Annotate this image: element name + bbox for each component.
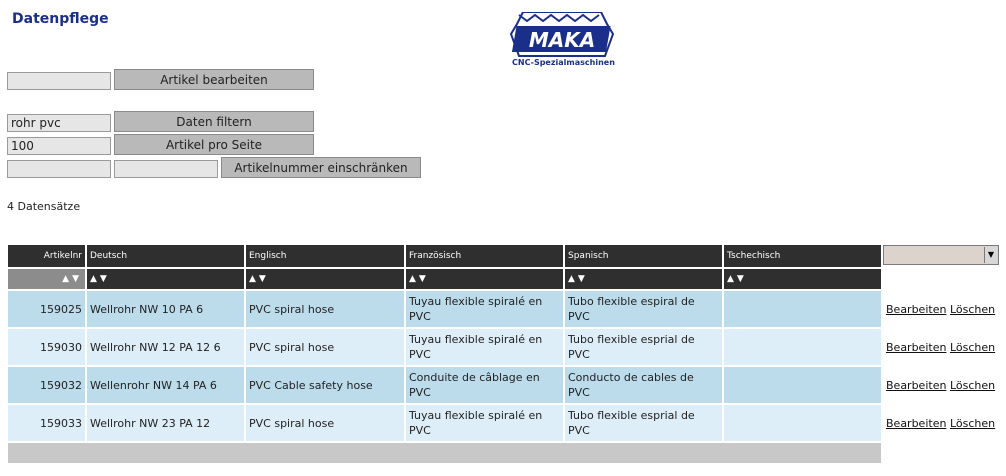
delete-link[interactable]: Löschen — [949, 302, 996, 316]
sort-asc-icon[interactable]: ▲ — [62, 274, 70, 284]
edit-link[interactable]: Bearbeiten — [886, 378, 947, 392]
cell-artikelnr: 159032 — [8, 367, 85, 403]
sort-tschechisch — [724, 269, 881, 289]
sort-englisch — [246, 269, 404, 289]
cell-franzoesisch: Tuyau flexible spiralé en PVC — [406, 405, 563, 441]
cell-tschechisch — [724, 367, 881, 403]
chevron-down-icon[interactable]: ▼ — [984, 247, 997, 263]
sort-desc-icon[interactable]: ▼ — [736, 274, 744, 284]
cell-englisch: PVC spiral hose — [246, 291, 404, 327]
table-row — [8, 405, 1000, 441]
cell-deutsch: Wellrohr NW 10 PA 6 — [87, 291, 244, 327]
delete-link[interactable]: Löschen — [949, 378, 996, 392]
cell-franzoesisch: Conduite de câblage en PVC — [406, 367, 563, 403]
cell-franzoesisch: Tuyau flexible spiralé en PVC — [406, 291, 563, 327]
cell-artikelnr: 159033 — [8, 405, 85, 441]
sort-franzoesisch — [406, 269, 563, 289]
cell-deutsch: Wellenrohr NW 14 PA 6 — [87, 367, 244, 403]
row-actions — [883, 367, 1000, 403]
cell-deutsch: Wellrohr NW 12 PA 12 6 — [87, 329, 244, 365]
sort-asc-icon[interactable]: ▲ — [409, 274, 416, 284]
record-count: 4 Datensätze — [7, 200, 81, 213]
sort-spanisch — [565, 269, 722, 289]
logo-subtitle: CNC-Spezialmaschinen — [512, 58, 615, 67]
edit-link[interactable]: Bearbeiten — [886, 302, 947, 316]
cell-franzoesisch: Tuyau flexible spiralé en PVC — [406, 329, 563, 365]
column-header-tschechisch: Tschechisch — [724, 245, 881, 267]
column-header-spanisch: Spanisch — [565, 245, 722, 267]
sort-desc-icon[interactable]: ▼ — [72, 274, 79, 284]
edit-link[interactable]: Bearbeiten — [886, 416, 947, 430]
table-row — [8, 329, 1000, 365]
cell-spanisch: Tubo flexible esprial de PVC — [565, 329, 722, 365]
edit-link[interactable]: Bearbeiten — [886, 340, 947, 354]
sort-asc-icon[interactable]: ▲ — [727, 274, 734, 284]
sort-desc-icon[interactable]: ▼ — [577, 274, 585, 284]
cell-englisch: PVC Cable safety hose — [246, 367, 404, 403]
cell-spanisch: Conducto de cables de PVC — [565, 367, 722, 403]
sort-deutsch — [87, 269, 244, 289]
delete-link[interactable]: Löschen — [949, 340, 996, 354]
sort-asc-icon[interactable]: ▲ — [249, 274, 256, 284]
table-row — [8, 367, 1000, 403]
sort-row — [8, 269, 1000, 289]
articles-table — [6, 243, 1002, 465]
sort-desc-icon[interactable]: ▼ — [418, 274, 426, 284]
per-page-button[interactable]: Artikel pro Seite — [114, 134, 314, 155]
column-header-artikelnr: Artikelnr — [8, 245, 85, 267]
page-title: Datenpflege — [12, 11, 109, 27]
row-actions — [883, 291, 1000, 327]
column-header-deutsch: Deutsch — [87, 245, 244, 267]
sort-artikelnr — [8, 269, 85, 289]
column-header-englisch: Englisch — [246, 245, 404, 267]
table-header-row — [8, 245, 1000, 267]
cell-spanisch: Tubo flexible espiral de PVC — [565, 291, 722, 327]
per-page-input[interactable] — [7, 137, 111, 155]
cell-tschechisch — [724, 291, 881, 327]
cell-englisch: PVC spiral hose — [246, 405, 404, 441]
cell-spanisch: Tubo flexible esprial de PVC — [565, 405, 722, 441]
delete-link[interactable]: Löschen — [949, 416, 996, 430]
range-from-input[interactable] — [7, 160, 111, 178]
cell-tschechisch — [724, 405, 881, 441]
filter-input[interactable] — [7, 114, 111, 132]
sort-asc-icon[interactable]: ▲ — [568, 274, 575, 284]
sort-desc-icon[interactable]: ▼ — [99, 274, 107, 284]
column-select[interactable] — [883, 245, 999, 265]
logo-wordmark: MAKA — [528, 28, 596, 52]
table-footer — [8, 443, 881, 463]
sort-asc-icon[interactable]: ▲ — [90, 274, 97, 284]
sort-desc-icon[interactable]: ▼ — [258, 274, 266, 284]
cell-englisch: PVC spiral hose — [246, 329, 404, 365]
row-actions — [883, 329, 1000, 365]
edit-article-button[interactable]: Artikel bearbeiten — [114, 69, 314, 90]
restrict-article-number-button[interactable]: Artikelnummer einschränken — [221, 157, 421, 178]
row-actions — [883, 405, 1000, 441]
range-to-input[interactable] — [114, 160, 218, 178]
table-row — [8, 291, 1000, 327]
table-footer-blank — [883, 443, 1000, 463]
filter-data-button[interactable]: Daten filtern — [114, 111, 314, 132]
column-select-cell — [883, 245, 1000, 289]
article-number-input[interactable] — [7, 72, 111, 90]
cell-artikelnr: 159025 — [8, 291, 85, 327]
table-footer-row — [8, 443, 1000, 463]
cell-deutsch: Wellrohr NW 23 PA 12 — [87, 405, 244, 441]
cell-tschechisch — [724, 329, 881, 365]
column-header-franzoesisch: Französisch — [406, 245, 563, 267]
cell-artikelnr: 159030 — [8, 329, 85, 365]
